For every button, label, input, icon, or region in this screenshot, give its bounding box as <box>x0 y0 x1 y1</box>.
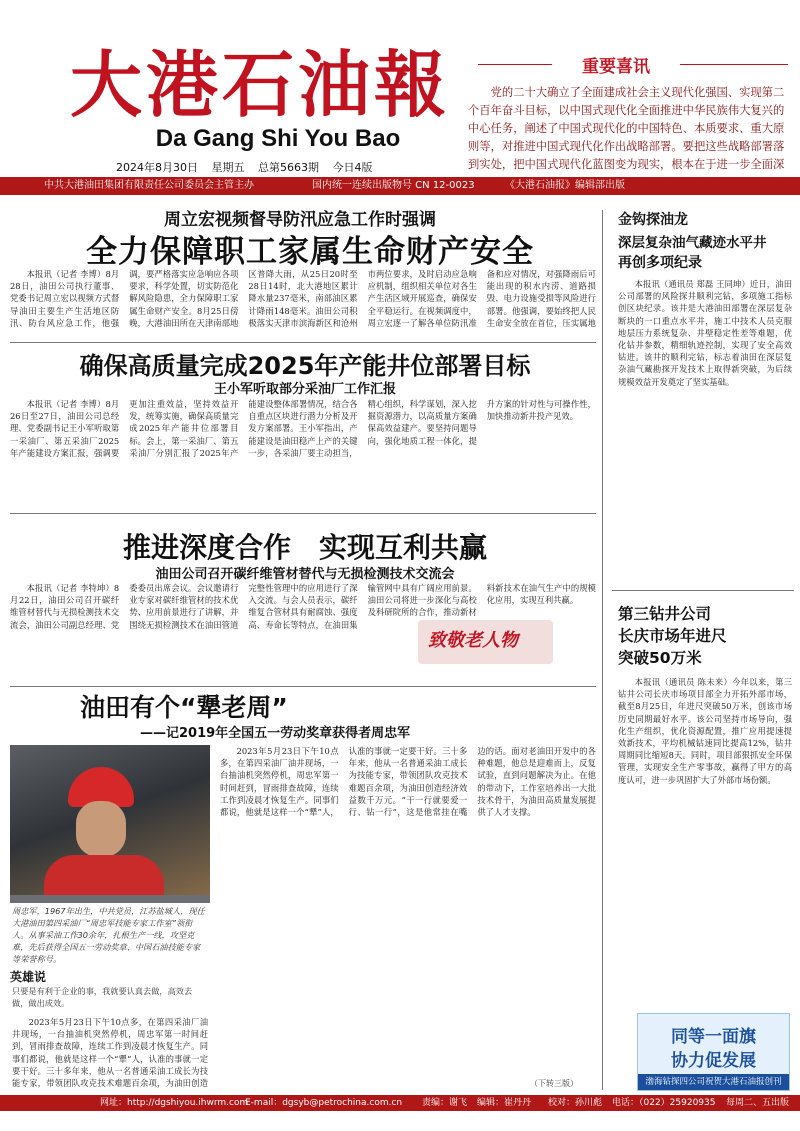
important-title-rule-right <box>680 64 788 65</box>
footer-email[interactable]: E-mail：dgsyb@petrochina.com.cn <box>245 1098 403 1108</box>
footer-website[interactable]: 网址：http://dgshiyou.ihwrm.com <box>100 1098 249 1108</box>
story4-body-col1 <box>12 1016 208 1090</box>
footer-designer: 编辑：崔丹丹 <box>477 1098 532 1108</box>
footer-phone: 电话：（022）25920935 <box>612 1098 716 1108</box>
side1-text: 本报讯（通讯员 郑磊 王同坤）近日，油田公司部署的风险探井顺利完钻，多项施工指标创区块纪录。该井是大港油田部署在深层复杂断块的一口重点水平井，施工中技术人员克服地层压力系统复杂、井壁稳定性差等难题，优化钻井参数，精细轨迹控制，实现了安全高效钻进。该井的顺利完钻，标志着油田在深层复杂油气藏勘探开发技术上取得新突破，为后续规模效益开发奠定了坚实基础。 <box>618 279 792 387</box>
side2-body <box>618 676 792 1006</box>
story4-photo-pipe <box>10 895 210 903</box>
footer-editor: 责编：谢飞 <box>422 1098 468 1108</box>
side1-headline2: 再创多项纪录 <box>618 255 702 271</box>
footer-schedule: 每周二、五出版 <box>726 1098 790 1108</box>
ad-footer: 渤海钻探四公司祝贺大港石油报创刊 <box>638 1074 789 1090</box>
story4-headline: 油田有个“犟老周” <box>80 693 288 722</box>
story1-kicker: 周立宏视频督导防汛应急工作时强调 <box>164 210 436 230</box>
important-title: 重要喜讯 <box>582 57 650 77</box>
story2-headline: 确保高质量完成2025年产能井位部署目标 <box>79 352 531 380</box>
story3-headline: 推进深度合作 实现互利共赢 <box>122 531 487 564</box>
story2-bottom-rule <box>10 513 596 514</box>
story2-text: 本报讯（记者 李博）8月26日至27日，油田公司总经理、党委副书记王小军听取第一采油厂、第五采油厂2025年产能建设方案汇报，强调要更加注重效益，坚持效益开发，统筹实施，确保高质量完成2025年产能井位部署目标。会上，第一采油厂、第五采油厂分别汇报了2025年产能建设整体部署情况，结合各自重点区块进行潜力分析及开发方案部署。王小军指出，产能建设是油田稳产上产的关键一步，各采油厂要主动担当，精心组织，科学谋划，深入挖掘资源潜力，以高质量方案确保高效益建产。要坚持问题导向，强化地质工程一体化，提升方案的针对性与可操作性，加快推动新井投产见效。 <box>10 399 596 458</box>
ad-line1: 同等一面旗 <box>671 1027 756 1047</box>
newspaper-masthead-pinyin: Da Gang Shi You Bao <box>155 125 401 152</box>
story4-quote: 只要是有利于企业的事，我就要认真去做，高效去做，做出成效。 <box>12 986 193 1008</box>
side1-body <box>618 278 792 578</box>
story4-text-col1: 2023年5月23日下午10点多，在第四采油厂油井现场，一台抽油机突然停机，周忠军第一时间赶到，冒雨排查故障，连续工作到凌晨才恢复生产。同事们都说，他就是这样一个“犟”人，认准的事就一定要干好。三十多年来，他从一名普通采油工成长为技能专家，带领团队攻克技术难题百余项，为油田创造 <box>12 1017 208 1089</box>
story4-body-main <box>220 745 596 1085</box>
story3-bottom-rule <box>10 686 596 687</box>
story4-banner <box>418 620 553 664</box>
story4-continue-note: （下转三版） <box>530 1079 578 1088</box>
side1-bottom-rule <box>612 590 794 591</box>
story1-headline: 全力保障职工家属生命财产安全 <box>86 234 534 270</box>
editor-office: 《大港石油报》编辑部出版 <box>505 180 625 191</box>
side2-headline1: 第三钻井公司 <box>618 605 712 623</box>
story2-body <box>10 398 596 510</box>
right-column-divider <box>602 210 603 1090</box>
issue-info-line <box>116 159 446 175</box>
important-text: 党的二十大确立了全面建成社会主义现代化强国、实现第二个百年奋斗目标，以中国式现代化全面推进中华民族伟大复兴的中心任务，阐述了中国式现代化的中国特色、本质要求、重大原则等，对推进中国式现代化作出战略部署。要把这些战略部署落到实处，把中国式现代化蓝图变为现实，根本在于进一步全面深 <box>468 86 785 171</box>
story3-subhead: 油田公司召开碳纤维管材替代与无损检测技术交流会 <box>155 567 455 582</box>
story4-banner-text: 致敬老人物 <box>428 630 518 651</box>
ad-line2: 协力促发展 <box>671 1051 756 1071</box>
important-title-rule-left <box>478 64 552 65</box>
story4-subhead: ——记2019年全国五一劳动奖章获得者周忠军 <box>140 726 411 741</box>
issue-date: 2024年8月30日 <box>116 161 198 174</box>
story4-portrait-photo <box>10 745 210 903</box>
story3-text: 本报讯（记者 李特坤）8月22日，油田公司召开碳纤维管材替代与无损检测技术交流会，油田公司副总经理、党委委员出席会议。会议邀请行业专家对碳纤维管材的技术优势、应用前景进行了讲解，并围绕无损检测技术在油田管道完整性管理中的应用进行了深入交流。与会人员表示，碳纤维复合管材具有耐腐蚀、强度高、寿命长等特点，在油田集输管网中具有广阔应用前景。油田公司将进一步深化与高校及科研院所的合作，推动新材料新技术在油气生产中的规模化应用，实现互利共赢。 <box>10 583 596 630</box>
side2-headline3: 突破50万米 <box>618 649 702 667</box>
cn-number: 国内统一连续出版物号 CN 12-0023 <box>312 180 475 191</box>
story4-section-label: 英雄说 <box>10 970 47 984</box>
footer-proof: 校对：孙川彪 <box>548 1098 603 1108</box>
side2-text: 本报讯（通讯员 陈未来）今年以来，第三钻井公司长庆市场项目部全力开拓外部市场，截至8月25日，年进尺突破50万米，创该市场历史同期最好水平。该公司坚持市场导向，强化生产组织，优化资源配置，推广应用提速提效新技术，平均机械钻速同比提高12%，钻井周期同比缩短8天。同时，项目部狠抓安全环保管理，实现安全生产零事故，赢得了甲方的高度认可，进一步巩固扩大了外部市场份额。 <box>618 677 792 785</box>
issue-pages: 今日4版 <box>332 161 373 174</box>
story1-bottom-rule <box>10 342 596 343</box>
side1-headline1: 深层复杂油气藏迹水平井 <box>618 235 767 251</box>
issue-weekday: 星期五 <box>211 161 245 174</box>
advertisement-box <box>637 1013 790 1091</box>
story2-subhead: 王小军听取部分采油厂工作汇报 <box>213 382 396 397</box>
story1-text: 本报讯（记者 李博）8月28日，油田公司执行董事、党委书记周立宏以视频方式督导油田主要生产生活地区防汛、防台风应急工作，他强调，要严格落实应急响应各项要求，科学处置，切实防范化解风险隐患，全力保障职工家属生命财产安全。8月25日傍晚，大港油田所在天津南部地区普降大雨，从25日20时至28日14时，北大港地区累计降水量237毫米，南部油区累计降雨148毫米。油田公司积极落实天津市滨海新区和沧州市两位要求，及时启动应急响应机制，组织相关单位对各生产生活区域开展巡查，确保安全平稳运行。在视频调度中，周立宏逐一了解各单位防汛准备和应对情况，对强降雨后可能出现的积水内涝、道路损毁、电力设施受损等风险进行部署。他强调，要始终把人民生命安全放在首位，压实属地 <box>10 269 596 328</box>
story4-photo-caption: 周忠军，1967年出生，中共党员，江苏盐城人，现任大港油田第四采油厂“周忠军技能专家工作室”领衔人。从事采油工作30余年，扎根生产一线，攻坚克难，先后获得全国五一劳动奖章、中国石油技能专家等荣誉称号。 <box>12 906 205 964</box>
story4-photo-face <box>76 801 126 857</box>
publisher-text: 中共大港油田集团有限责任公司委员会主管主办 <box>44 180 254 191</box>
side1-kicker: 金钩探油龙 <box>618 212 688 228</box>
issue-number: 总第5663期 <box>258 161 319 174</box>
story1-body <box>10 268 596 340</box>
story4-text-main: 2023年5月23日下午10点多，在第四采油厂油井现场，一台抽油机突然停机，周忠军第一时间赶到，冒雨排查故障，连续工作到凌晨才恢复生产。同事们都说，他就是这样一个“犟”人，认准的事就一定要干好。三十多年来，他从一名普通采油工成长为技能专家，带领团队攻克技术难题百余项，为油田创造经济效益数千万元。“干一行就要爱一行、钻一行”，这是他常挂在嘴边的话。面对老油田开发中的各种难题，他总是迎难而上，反复试验，直到问题解决为止。在他的带动下，工作室培养出一大批技术骨干，为油田高质量发展提供了人才支撑。 <box>220 746 596 818</box>
header-publisher-bar <box>0 177 800 195</box>
footer-bar <box>0 1095 800 1111</box>
newspaper-masthead-title: 大港石油報 <box>70 42 451 127</box>
side2-headline2: 长庆市场年进尺 <box>618 627 727 645</box>
